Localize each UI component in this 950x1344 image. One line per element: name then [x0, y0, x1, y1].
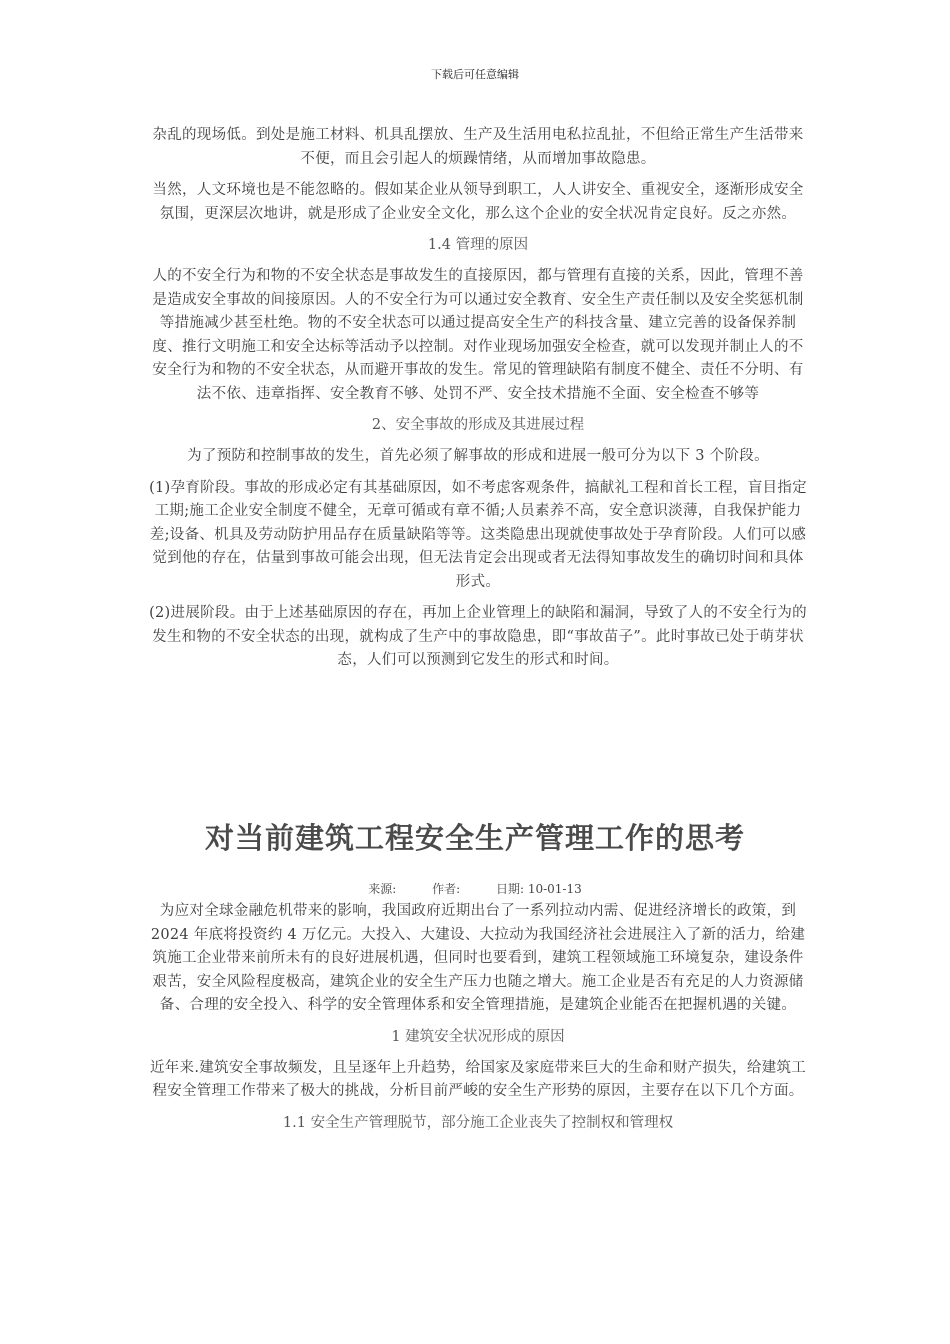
section-heading: 2、安全事故的形成及其进展过程	[371, 417, 585, 433]
article-title: 对当前建筑工程安全生产管理工作的思考	[204, 821, 745, 855]
author-label: 作者:	[432, 882, 461, 896]
paragraph: 近年来.建筑安全事故频发，且呈逐年上升趋势，给国家及家庭带来巨大的生命和财产损失，给建筑工程安全管理工作带来了极大的挑战，分析目前严峻的安全生产形势的原因，主要存在以下几个方面。	[149, 1059, 807, 1099]
paragraph: 为应对全球金融危机带来的影响，我国政府近期出台了一系列拉动内需、促进经济增长的政策，到 2024 年底将投资约 4 万亿元。大投入、大建设、大拉动为我国经济社会进展注入了新的活力，给建筑施工企业带来前所未有的良好进展机遇，但同时也要看到，建筑工程领域施工环境复杂，建设条件艰苦，安全风险程度极高，建筑企业的安全生产压力也随之增大。施工企业是否有充足的人力资源储备、合理的安全投入、科学的安全管理体系和安全管理措施，是建筑企业能否在把握机遇的关键。	[150, 903, 806, 1013]
header-note: 下载后可任意编辑	[431, 68, 519, 81]
section-heading: 1.1 安全生产管理脱节，部分施工企业丧失了控制权和管理权	[282, 1114, 674, 1131]
paragraph: 杂乱的现场低。到处是施工材料、机具乱摆放、生产及生活用电私拉乱扯，不但给正常生产生活带来不便，而且会引起人的烦躁情绪，从而增加事故隐患。	[152, 127, 804, 167]
article-meta	[0, 880, 950, 897]
section-heading: 1 建筑安全状况形成的原因	[391, 1028, 565, 1045]
section-continued	[148, 124, 808, 681]
article-body	[148, 900, 808, 1143]
paragraph: (1)孕育阶段。事故的形成必定有其基础原因，如不考虑客观条件，搞献礼工程和首长工程，盲目指定工期;施工企业安全制度不健全，无章可循或有章不循;人员素养不高，安全意识淡薄，自我保护能力差;设备、机具及劳动防护用品存在质量缺陷等等。这类隐患出现就使事故处于孕育阶段。人们可以感觉到他的存在，估量到事故可能会出现，但无法肯定会出现或者无法得知事故发生的确切时间和具体形式。	[149, 479, 807, 590]
paragraph: 当然，人文环境也是不能忽略的。假如某企业从领导到职工，人人讲安全、重视安全，逐渐形成安全氛围，更深层次地讲，就是形成了企业安全文化，那么这个企业的安全状况肯定良好。反之亦然。	[152, 182, 804, 222]
section-heading: 1.4 管理的原因	[427, 237, 529, 253]
source-label: 来源:	[368, 882, 397, 896]
paragraph: 人的不安全行为和物的不安全状态是事故发生的直接原因，都与管理有直接的关系，因此，管理不善是造成安全事故的间接原因。人的不安全行为可以通过安全教育、安全生产责任制以及安全奖惩机制等措施减少甚至杜绝。物的不安全状态可以通过提高安全生产的科技含量、建立完善的设备保养制度、推行文明施工和安全达标等活动予以控制。对作业现场加强安全检查，就可以发现并制止人的不安全行为和物的不安全状态，从而避开事故的发生。常见的管理缺陷有制度不健全、责任不分明、有法不依、违章指挥、安全教育不够、处罚不严、安全技术措施不全面、安全检查不够等	[152, 268, 804, 402]
paragraph: 为了预防和控制事故的发生，首先必须了解事故的形成和进展一般可分为以下 3 个阶段。	[187, 448, 769, 464]
date-label: 日期: 10-01-13	[495, 882, 582, 896]
paragraph: (2)进展阶段。由于上述基础原因的存在，再加上企业管理上的缺陷和漏洞，导致了人的不安全行为的发生和物的不安全状态的出现，就构成了生产中的事故隐患，即“事故苗子”。此时事故已处于萌芽状态，人们可以预测到它发生的形式和时间。	[149, 605, 807, 668]
